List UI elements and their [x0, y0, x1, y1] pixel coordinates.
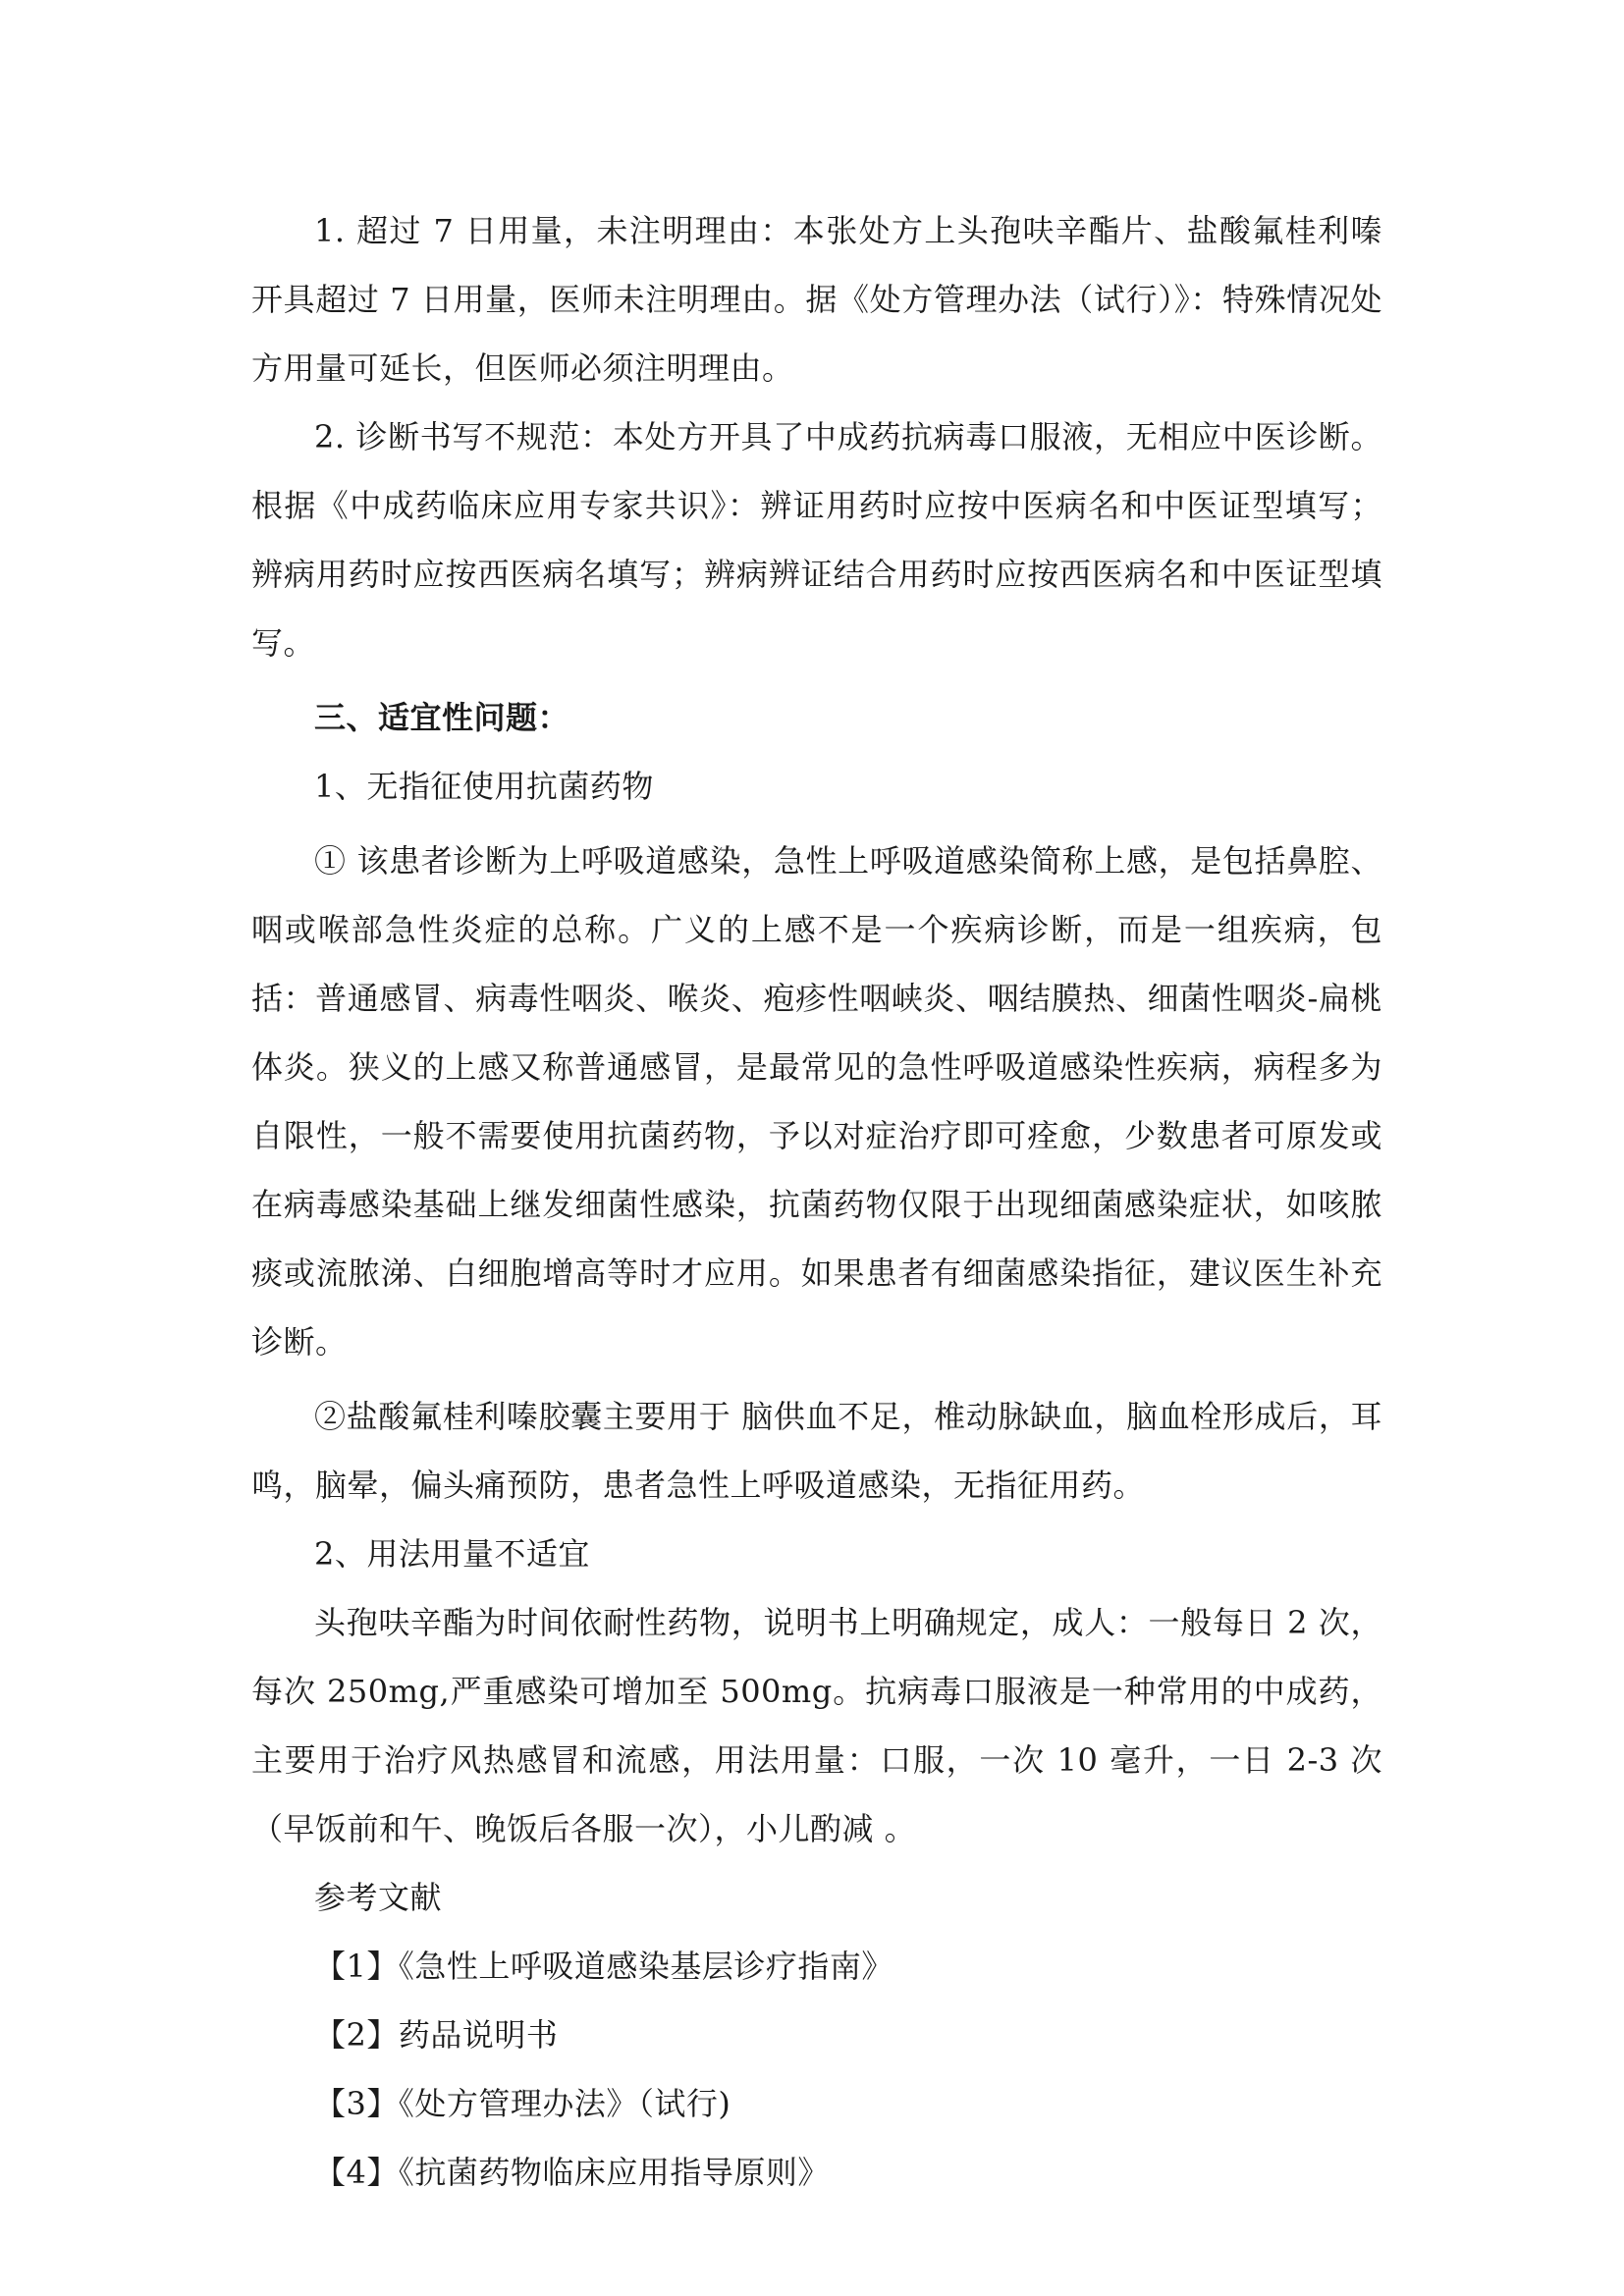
references-title: 参考文献: [314, 1879, 443, 1916]
section-three-heading: 三、适宜性问题：: [314, 699, 570, 736]
item1-paragraph-1: ① 该患者诊断为上呼吸道感染，急性上呼吸道感染简称上感，是包括鼻腔、咽或喉部急性炎症的总称。广义的上感不是一个疾病诊断，而是一组疾病，包括：普通感冒、病毒性咽炎、喉炎、疱疹性咽峡炎、咽结膜热、细菌性咽炎-扁桃体炎。狭义的上感又称普通感冒，是最常见的急性呼吸道感染性疾病，病程多为自限性，一般不需要使用抗菌药物，予以对症治疗即可痊愈，少数患者可原发或在病毒感染基础上继发细菌性感染，抗菌药物仅限于出现细菌感染症状，如咳脓痰或流脓涕、白细胞增高等时才应用。如果患者有细菌感染指征，建议医生补充诊断。: [251, 842, 1382, 1361]
document-page: [251, 196, 1382, 2207]
item2-title: 2、用法用量不适宜: [314, 1535, 590, 1573]
item1-paragraph-2: ②盐酸氟桂利嗪胶囊主要用于 脑供血不足，椎动脉缺血，脑血栓形成后，耳鸣，脑晕，偏头痛预防，患者急性上呼吸道感染，无指征用药。: [251, 1398, 1382, 1504]
section-two-item-1: 1. 超过 7 日用量，未注明理由：本张处方上头孢呋辛酯片、盐酸氟桂利嗪开具超过 7 日用量，医师未注明理由。据《处方管理办法（试行）》：特殊情况处方用量可延长，但医师必须注明理由。: [251, 212, 1382, 387]
reference-item-1: 【1】《急性上呼吸道感染基层诊疗指南》: [314, 1948, 893, 1985]
item2-paragraph-1: 头孢呋辛酯为时间依耐性药物，说明书上明确规定，成人：一般每日 2 次，每次 250mg,严重感染可增加至 500mg。抗病毒口服液是一种常用的中成药，主要用于治疗风热感冒和流感，用法用量：口服，一次 10 毫升，一日 2-3 次（早饭前和午、晚饭后各服一次），小儿酌减 。: [251, 1604, 1382, 1847]
item1-title: 1、无指征使用抗菌药物: [314, 768, 654, 805]
reference-item-3: 【3】《处方管理办法》（试行): [314, 2085, 731, 2122]
reference-item-4: 【4】《抗菌药物临床应用指导原则》: [314, 2154, 830, 2191]
reference-item-2: 【2】药品说明书: [314, 2016, 559, 2054]
section-two-item-2: 2. 诊断书写不规范：本处方开具了中成药抗病毒口服液，无相应中医诊断。根据《中成药临床应用专家共识》：辨证用药时应按中医病名和中医证型填写；辨病用药时应按西医病名填写；辨病辨证结合用药时应按西医病名和中医证型填写。: [251, 418, 1382, 662]
